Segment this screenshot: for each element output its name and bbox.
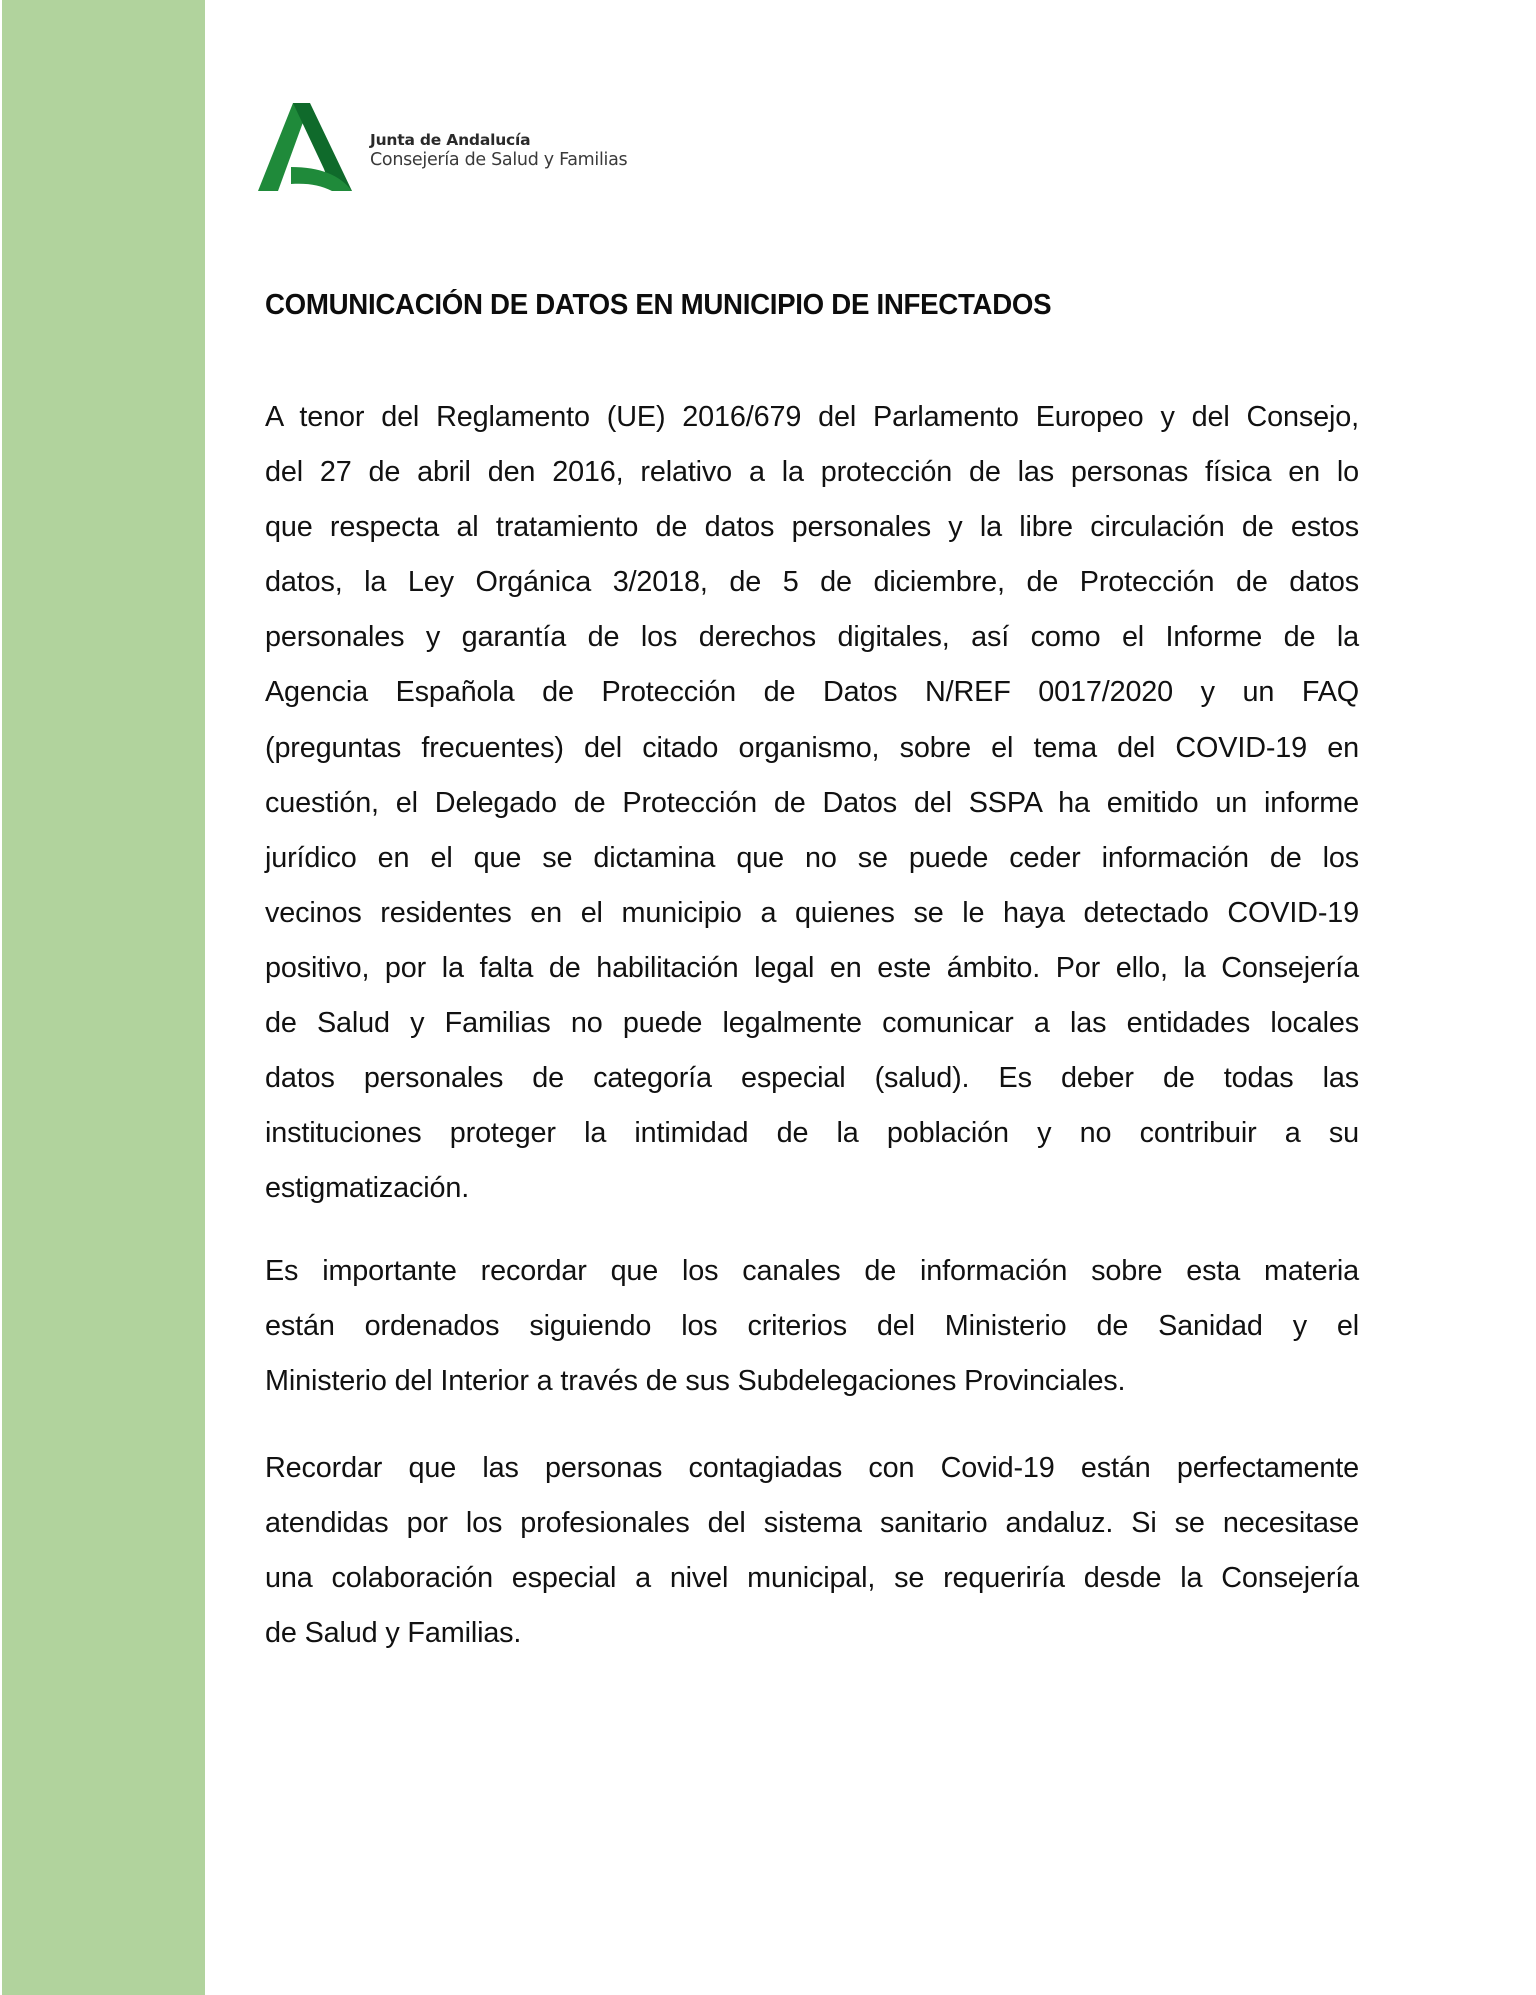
text-line: A tenor del Reglamento (UE) 2016/679 del Parlamento Europeo y del Consejo,: [265, 401, 1359, 433]
text-line: Es importante recordar que los canales de información sobre esta materia: [265, 1255, 1359, 1287]
text-line: de Salud y Familias no puede legalmente comunicar a las entidades locales: [265, 1007, 1359, 1040]
paragraph-patient-care: [265, 1441, 1359, 1661]
header-logo: [258, 103, 627, 193]
logo-text: [370, 132, 627, 170]
text-line: datos, la Ley Orgánica 3/2018, de 5 de diciembre, de Protección de datos: [265, 566, 1359, 599]
text-line: están ordenados siguiendo los criterios del Ministerio de Sanidad y el: [265, 1310, 1359, 1343]
text-line: jurídico en el que se dictamina que no se puede ceder información de los: [265, 841, 1359, 874]
text-line: una colaboración especial a nivel municipal, se requeriría desde la Consejería: [265, 1562, 1359, 1595]
text-line: positivo, por la falta de habilitación legal en este ámbito. Por ello, la Consejería: [265, 951, 1359, 984]
text-line: del 27 de abril den 2016, relativo a la protección de las personas física en lo: [265, 456, 1359, 489]
document-title: COMUNICACIÓN DE DATOS EN MUNICIPIO DE INFECTADOS: [265, 289, 1052, 321]
text-line: de Salud y Familias.: [265, 1617, 522, 1650]
side-color-band: [2, 0, 205, 1995]
text-line: personales y garantía de los derechos digitales, así como el Informe de la: [265, 621, 1359, 654]
department-name: Consejería de Salud y Familias: [370, 149, 628, 170]
text-line: Recordar que las personas contagiadas con Covid-19 están perfectamente: [265, 1452, 1359, 1484]
text-line: que respecta al tratamiento de datos personales y la libre circulación de estos: [265, 511, 1359, 544]
text-line: datos personales de categoría especial (salud). Es deber de todas las: [265, 1062, 1359, 1095]
organization-name: Junta de Andalucía: [370, 131, 531, 150]
text-line: (preguntas frecuentes) del citado organismo, sobre el tema del COVID-19 en: [265, 731, 1359, 764]
text-line: atendidas por los profesionales del sistema sanitario andaluz. Si se necesitase: [265, 1507, 1359, 1540]
text-line: vecinos residentes en el municipio a quienes se le haya detectado COVID-19: [265, 896, 1359, 929]
text-line: instituciones proteger la intimidad de la población y no contribuir a su: [265, 1117, 1359, 1150]
paragraph-information-channels: [265, 1244, 1359, 1409]
text-line: cuestión, el Delegado de Protección de Datos del SSPA ha emitido un informe: [265, 786, 1359, 819]
text-line: Ministerio del Interior a través de sus Subdelegaciones Provinciales.: [265, 1365, 1126, 1398]
junta-de-andalucia-a-logo-icon: [258, 103, 352, 193]
paragraph-data-protection: [265, 390, 1359, 1216]
text-line: Agencia Española de Protección de Datos N/REF 0017/2020 y un FAQ: [265, 676, 1359, 709]
text-line: estigmatización.: [265, 1172, 470, 1205]
